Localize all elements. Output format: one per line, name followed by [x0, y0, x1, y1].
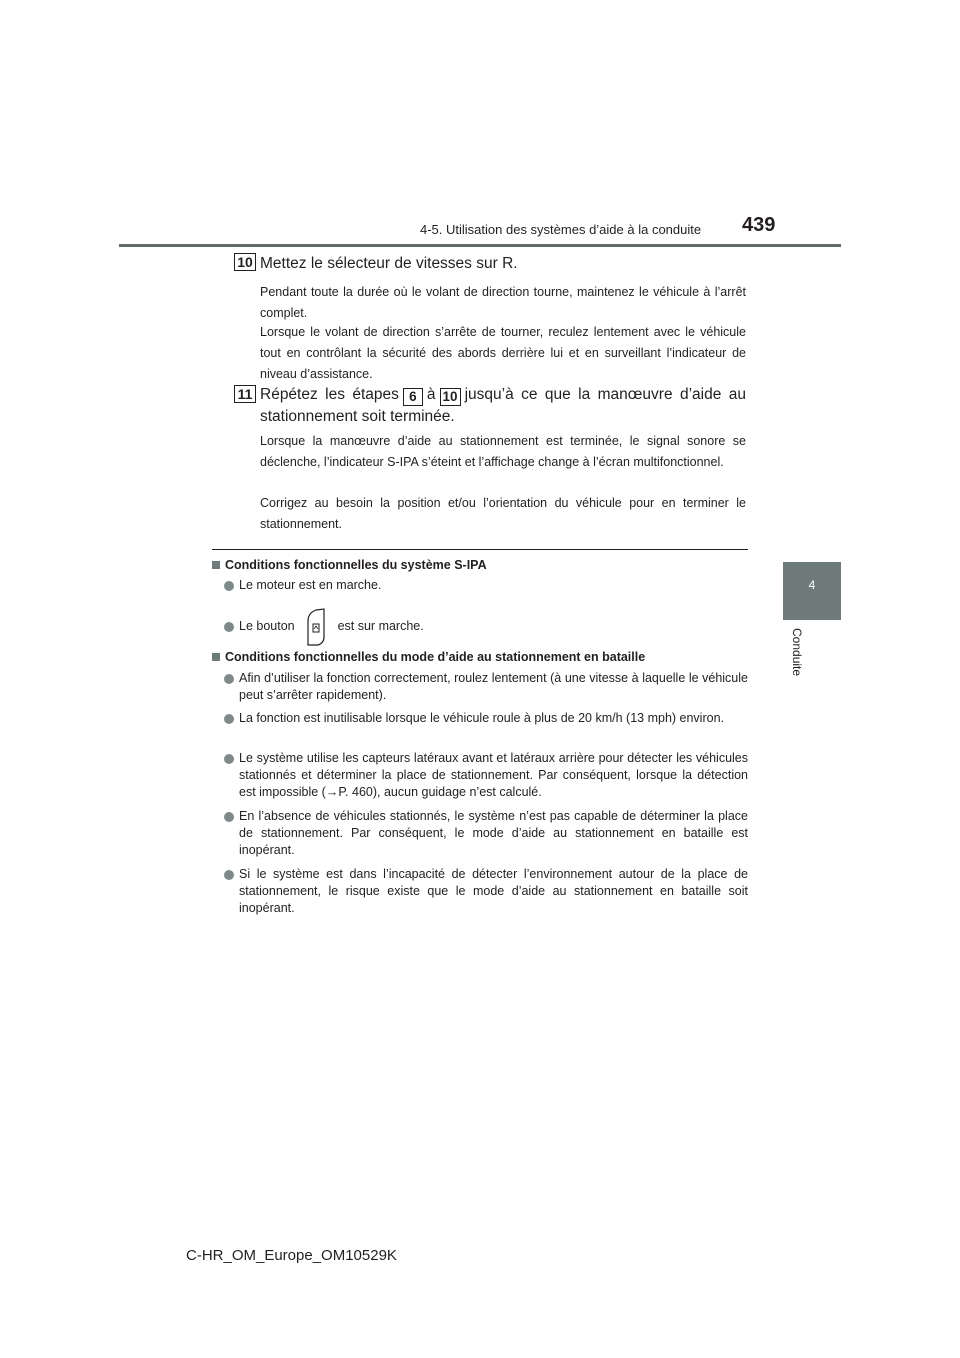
list-item — [224, 605, 748, 647]
list-item — [224, 577, 748, 594]
bullet-icon — [224, 714, 234, 724]
section-heading-text: Conditions fonctionnelles du mode d’aide au stationnement en bataille — [225, 650, 646, 664]
bullet-icon — [224, 581, 234, 591]
list-item-text: Afin d’utiliser la fonction correctement, roulez lentement (à une vitesse à laquelle le véhicule peut s’arrêter rapidement). — [239, 671, 748, 702]
page-number: 439 — [742, 214, 776, 236]
step-badge-11: 11 — [234, 385, 256, 403]
square-bullet-icon — [212, 561, 220, 569]
section-title: 4-5. Utilisation des systèmes d’aide à la conduite — [420, 222, 702, 237]
list-item — [224, 750, 748, 801]
header-divider — [119, 244, 841, 247]
step-ref-6[interactable]: 6 — [403, 388, 423, 406]
section-heading-s-ipa — [212, 558, 487, 572]
list-item-text: Le bouton — [239, 619, 295, 633]
step-ref-10[interactable]: 10 — [440, 388, 461, 406]
bullet-icon — [224, 812, 234, 822]
list-item — [224, 866, 748, 917]
bullet-icon — [224, 674, 234, 684]
section-divider — [212, 549, 748, 550]
list-item-text: Le moteur est en marche. — [239, 578, 382, 592]
step-10-paragraph-2: Lorsque le volant de direction s’arrête de tourner, reculez lentement avec le véhicule tout en contrôlant la sécurité des abords derrière lui et en surveillant l’indicateur de niveau d’assistance. — [260, 325, 746, 381]
step-11-paragraph-1: Lorsque la manœuvre d’aide au stationnement est terminée, le signal sonore se déclenche, l’indicateur S-IPA s’éteint et l’affichage change à l’écran multifonctionnel. — [260, 434, 746, 469]
list-item-text: La fonction est inutilisable lorsque le véhicule roule à plus de 20 km/h (13 mph) environ. — [239, 711, 724, 725]
square-bullet-icon — [212, 653, 220, 661]
list-item — [224, 808, 748, 859]
list-item — [224, 710, 748, 727]
document-code: C-HR_OM_Europe_OM10529K — [186, 1247, 397, 1264]
step-11-title-part1: Répétez les étapes — [260, 386, 399, 403]
bullet-icon — [224, 622, 234, 632]
step-11-paragraph-2: Corrigez au besoin la position et/ou l’orientation du véhicule pour en terminer le stationnement. — [260, 496, 746, 531]
step-10-paragraph-1: Pendant toute la durée où le volant de direction tourne, maintenez le véhicule à l’arrêt complet. — [260, 285, 746, 320]
step-badge-10: 10 — [234, 253, 256, 271]
bullet-icon — [224, 870, 234, 880]
step-11-title — [260, 384, 746, 428]
list-item-text-end: est sur marche. — [337, 619, 424, 633]
step-11-title-between: à — [426, 386, 436, 403]
section-heading-bataille — [212, 650, 645, 664]
step-10-title: Mettez le sélecteur de vitesses sur R. — [260, 255, 518, 272]
chapter-label: Conduite — [790, 628, 804, 677]
list-item — [224, 670, 748, 704]
chapter-number: 4 — [808, 578, 816, 592]
list-item-text: Le système utilise les capteurs latéraux avant et latéraux arrière pour détecter les véhicules stationnés et déterminer la place de stationnement. Par conséquent, lorsque la détection est impossible (→P. 460), aucun guidage n’est calculé. — [239, 751, 748, 799]
list-item-text: En l’absence de véhicules stationnés, le système n’est pas capable de déterminer la place de stationnement. Par conséquent, le mode d’aide au stationnement en bataille est inopérant. — [239, 809, 748, 857]
list-item-text: Si le système est dans l’incapacité de détecter l’environnement autour de la place de stationnement, le risque existe que le mode d’aide au stationnement en bataille soit inopérant. — [239, 867, 748, 915]
step-11-title-part2: jusqu’à ce que la manœuvre d’aide au stationnement soit terminée. — [260, 386, 747, 425]
section-heading-text: Conditions fonctionnelles du système S-IPA — [225, 558, 487, 572]
bullet-icon — [224, 754, 234, 764]
s-ipa-button-icon — [304, 607, 328, 647]
